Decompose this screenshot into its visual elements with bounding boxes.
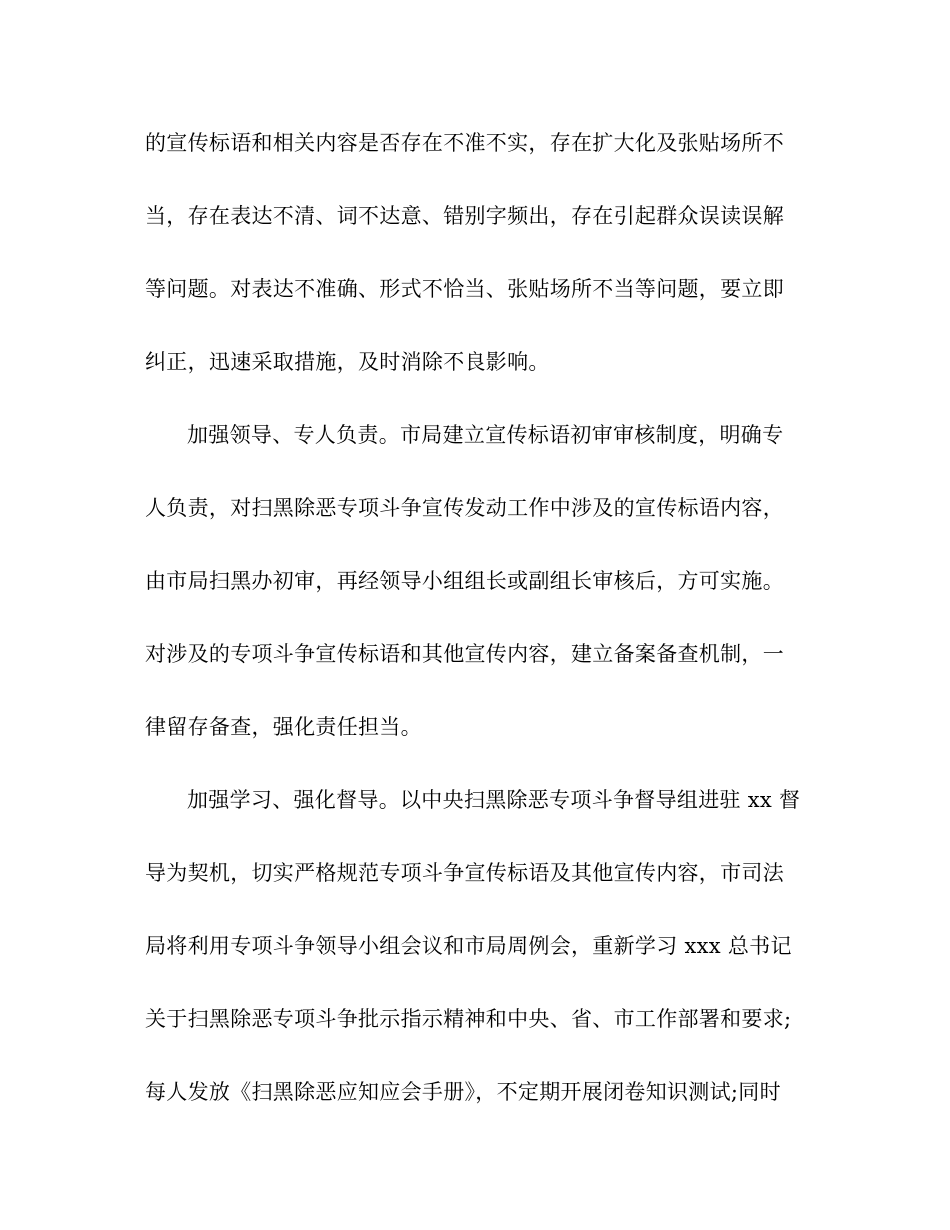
text-line: 导为契机，切实严格规范专项斗争宣传标语及其他宣传内容，市司法	[145, 861, 784, 885]
text-line: 当，存在表达不清、词不达意、错别字频出，存在引起群众误读误解	[145, 204, 784, 228]
paragraph-first-line: 加强领导、专人负责。市局建立宣传标语初审审核制度，明确专	[187, 423, 784, 447]
text-line: 局将利用专项斗争领导小组会议和市局周例会，重新学习 xxx 总书记	[145, 934, 792, 958]
text-line: 对涉及的专项斗争宣传标语和其他宣传内容，建立备案备查机制，一	[145, 642, 784, 666]
paragraph-first-line: 加强学习、强化督导。以中央扫黑除恶专项斗争督导组进驻 xx 督	[187, 788, 801, 812]
text-line: 等问题。对表达不准确、形式不恰当、张贴场所不当等问题，要立即	[145, 277, 784, 301]
text-line: 关于扫黑除恶专项斗争批示指示精神和中央、省、市工作部署和要求;	[145, 1007, 792, 1031]
text-line: 由市局扫黑办初审，再经领导小组组长或副组长审核后，方可实施。	[145, 569, 784, 593]
text-line: 律留存备查，强化责任担当。	[145, 715, 422, 739]
text-line: 纠正，迅速采取措施，及时消除不良影响。	[145, 350, 550, 374]
text-line: 的宣传标语和相关内容是否存在不准不实，存在扩大化及张贴场所不	[145, 131, 784, 155]
text-line: 人负责，对扫黑除恶专项斗争宣传发动工作中涉及的宣传标语内容，	[145, 496, 784, 520]
text-line: 每人发放《扫黑除恶应知应会手册》，不定期开展闭卷知识测试;同时	[145, 1080, 781, 1104]
